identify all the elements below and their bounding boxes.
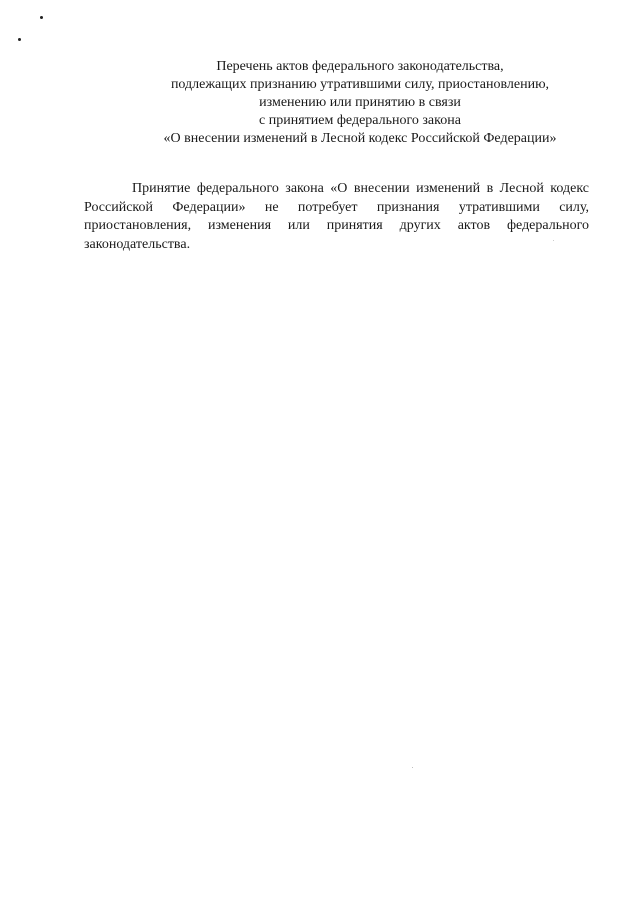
scan-speck <box>40 16 43 19</box>
heading-line: «О внесении изменений в Лесной кодекс Российской Федерации» <box>163 131 557 146</box>
heading-line: подлежащих признанию утратившими силу, приостановлению, <box>170 77 550 92</box>
scan-speck <box>18 38 21 41</box>
heading-line: Перечень актов федерального законодательства, <box>216 59 504 74</box>
heading-line: изменению или принятию в связи <box>259 95 461 110</box>
document-heading <box>60 58 640 148</box>
scan-speck <box>412 767 413 768</box>
body-paragraph: Принятие федерального закона «О внесении изменений в Лесной кодекс Российской Федерации» не потребует признания утратившими силу, приостановления, изменения или принятия других актов федерального законодательства. <box>84 181 589 252</box>
heading-line: с принятием федерального закона <box>259 113 461 128</box>
